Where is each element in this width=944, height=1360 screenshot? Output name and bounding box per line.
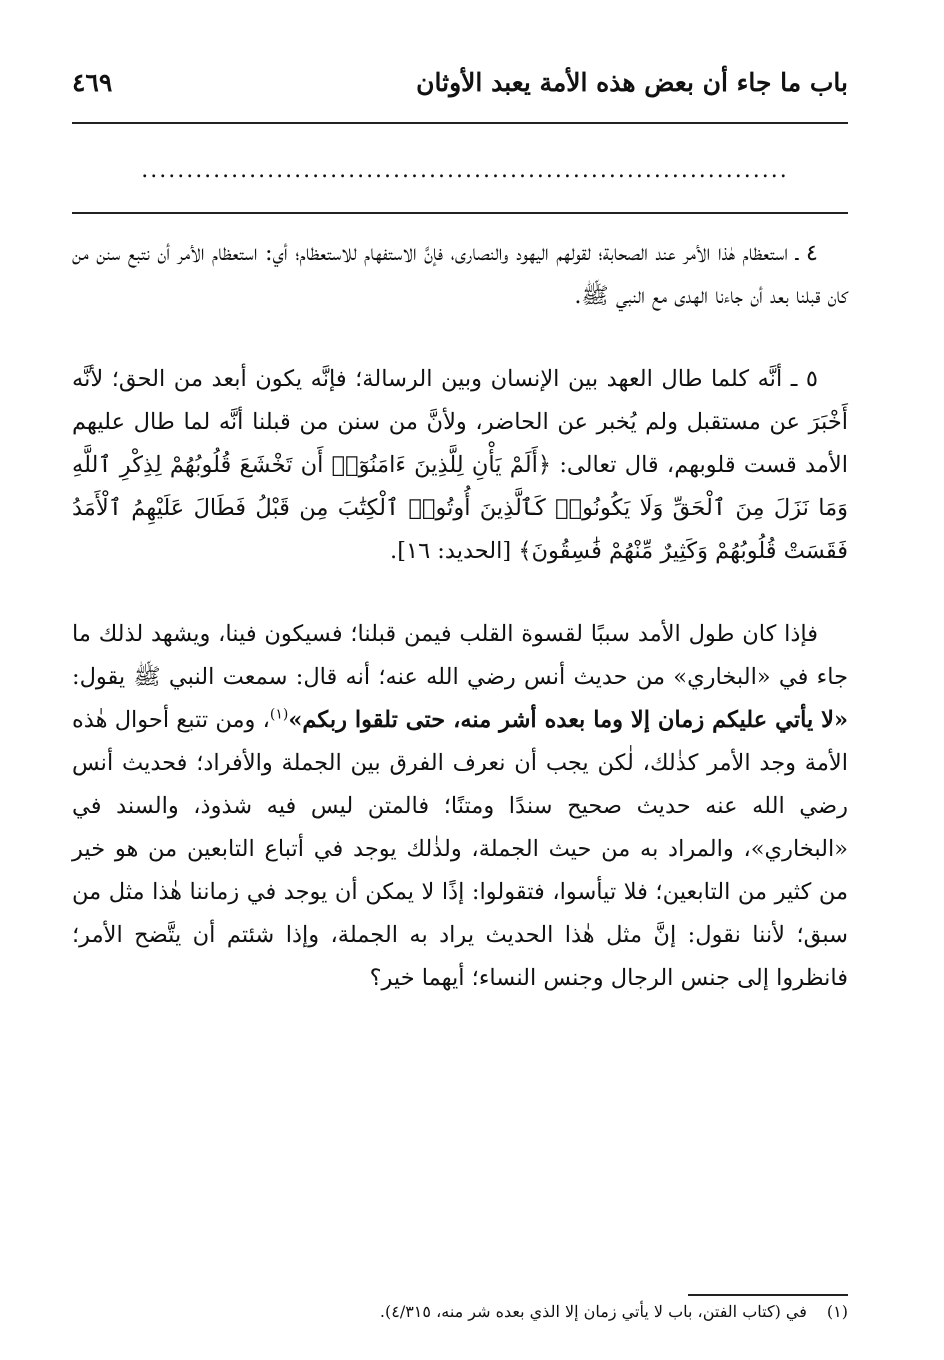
paragraph-point-5 [72, 358, 848, 573]
header-rule [72, 122, 848, 124]
page-number: ٤٦٩ [72, 68, 113, 97]
footnote-rule [688, 1294, 848, 1296]
footnote-number: (١) [826, 1302, 848, 1321]
verse-citation: [الحديد: ١٦]. [390, 538, 519, 564]
footnote-reference: (١) [269, 706, 289, 723]
book-page [72, 50, 848, 1320]
main-text [72, 232, 848, 1000]
hadith-quote: «لا يأتي عليكم زمان إلا وما بعده أشر منه، حتى تلقوا ربكم» [288, 707, 849, 733]
section-rule [72, 212, 848, 214]
paragraph-hadith-discussion [72, 613, 848, 1000]
quran-verse: ﴿أَلَمْ يَأْنِ لِلَّذِينَ ءَامَنُوٓا۟ أَن تَخْشَعَ قُلُوبُهُمْ لِذِكْرِ ٱللَّهِ وَمَا نَزَلَ مِنَ ٱلْحَقِّ وَلَا يَكُونُوا۟ كَٱلَّذِينَ أُوتُوا۟ ٱلْكِتَٰبَ مِن قَبْلُ فَطَالَ عَلَيْهِمُ ٱلْأَمَدُ فَقَسَتْ قُلُوبُهُمْ وَكَثِيرٌ مِّنْهُمْ فَٰسِقُونَ﴾ [72, 452, 848, 564]
omission-dots: ........................................................................ [141, 158, 789, 183]
footnote-text: في (كتاب الفتن، باب لا يأتي زمان إلا الذي بعده شر منه، ٤/٣١٥). [379, 1302, 807, 1321]
hadith-commentary: ، ومن تتبع أحوال هٰذه الأمة وجد الأمر كذٰلك، لٰكن يجب أن نعرف الفرق بين الجملة والأفراد؛ فحديث أنس رضي الله عنه حديث صحيح سندًا ومتنًا؛ فالمتن ليس فيه شذوذ، والسند في «البخاري»، والمراد به من حيث الجملة، ولذٰلك يوجد في أتباع التابعين من هو خير من كثير من التابعين؛ فلا تيأسوا، فتقولوا: إذًا لا يمكن أن يوجد في زماننا هٰذا مثل من سبق؛ لأننا نقول: إنَّ مثل هٰذا الحديث يراد به الجملة، وإذا شئتم أن يتَّضح الأمر؛ فانظروا إلى جنس الرجال وجنس النساء؛ أيهما خير؟ [72, 707, 848, 991]
point-5-text: ٥ ـ أنَّه كلما طال العهد بين الإنسان وبين الرسالة؛ فإنَّه يكون أبعد من الحق؛ لأنَّه أَخْبَرَ عن مستقبل ولم يُخبر عن الحاضر، ولأنَّ من سنن من قبلنا أنَّه لما طال عليهم الأمد قست قلوبهم، قال تعالى: [72, 366, 848, 478]
page-header [72, 68, 848, 108]
hadith-intro: فإذا كان طول الأمد سببًا لقسوة القلب فيمن قبلنا؛ فسيكون فينا، ويشهد لذلك ما جاء في «البخاري» من حديث أنس رضي الله عنه؛ أنه قال: سمعت النبي ﷺ يقول: [72, 621, 848, 690]
paragraph-point-4: ٤ ـ استعظام هٰذا الأمر عند الصحابة؛ لقولهم اليهود والنصارى، فإنَّ الاستفهام للاستعظام؛ أي: استعظام الأمر أن نتبع سنن من كان قبلنا بعد أن جاءنا الهدى مع النبي ﷺ. [72, 240, 848, 309]
footnote [72, 1300, 848, 1324]
running-title: باب ما جاء أن بعض هذه الأمة يعبد الأوثان [416, 68, 848, 97]
